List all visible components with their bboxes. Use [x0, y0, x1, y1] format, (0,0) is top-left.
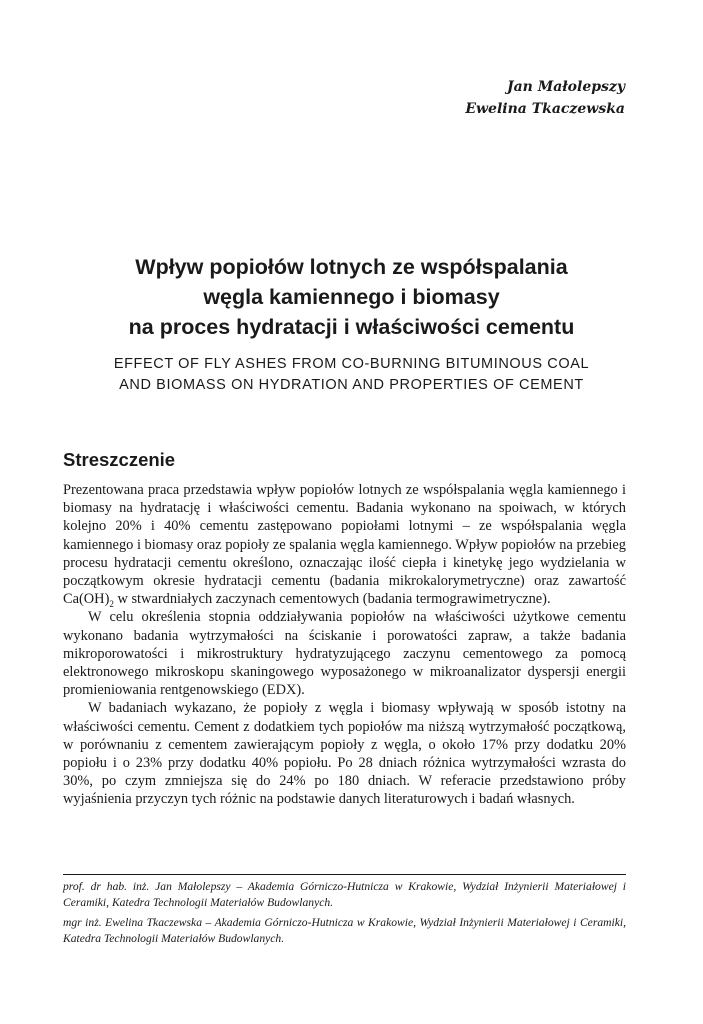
paper-title-english	[40, 354, 663, 396]
author-name: Ewelina Tkaczewska	[465, 101, 625, 117]
title-line: węgla kamiennego i biomasy	[203, 285, 500, 309]
abstract-body	[63, 481, 626, 809]
footnotes	[63, 879, 626, 951]
title-line: na proces hydratacji i właściwości cementu	[128, 315, 575, 339]
abstract-paragraph: W celu określenia stopnia oddziaływania popiołów na właściwości użytkowe cementu wykonano badania wytrzymałości na ściskanie i porowatości zapraw, a także badania mikroporowatości i mikrostruktury hydratyzującego zaczynu cementowego za pomocą elektronowego mikroskopu skaningowego wyposażonego w mikroanalizator dyspersji energii promieniowania rentgenowskiego (EDX).	[63, 609, 626, 699]
abstract-paragraph: W badaniach wykazano, że popioły z węgla i biomasy wpływają w sposób istotny na właściwości cementu. Cement z dodatkiem tych popiołów ma niższą wytrzymałość początkową, w porównaniu z cementem zawierającym popioły z węgla, o około 17% przy dodatku 20% popiołu i o 23% przy dodatku 40% popiołu. Po 28 dniach różnica wytrzymałości wzrasta do 30%, po czym zmniejsza się do 24% po 180 dniach. W referacie przedstawiono próby wyjaśnienia przyczyn tych różnic na podstawie danych literaturowych i badań własnych.	[63, 700, 626, 808]
title-line: Wpływ popiołów lotnych ze współspalania	[135, 255, 568, 279]
subtitle-line: EFFECT OF FLY ASHES FROM CO-BURNING BITUMINOUS COAL	[113, 356, 590, 372]
abstract-text: w stwardniałych zaczynach cementowych (badania termograwimetryczne).	[113, 591, 551, 608]
footnote-divider	[63, 874, 626, 875]
author-list	[465, 76, 625, 120]
abstract-text: Prezentowana praca przedstawia wpływ popiołów lotnych ze współspalania węgla kamiennego i biomasy na hydratację i właściwości cementu. Badania wykonano na spoiwach, w których kolejno 20% i 40% cementu zastępowano popiołami lotnymi – ze współspalania węgla kamiennego i biomasy oraz popioły ze spalania węgla kamiennego. Wpływ popiołów na przebieg procesu hydratacji cementu określono, oznaczając ilość ciepła i kinetykę jego wydzielania w początkowym okresie hydratacji cementu (badania mikrokalorymetryczne) oraz zawartość Ca(OH)	[63, 482, 626, 608]
footnote: mgr inż. Ewelina Tkaczewska – Akademia Górniczo-Hutnicza w Krakowie, Wydział Inżynierii Materiałowej i Ceramiki, Katedra Technologii Materiałów Budowlanych.	[63, 916, 626, 945]
abstract-paragraph	[63, 481, 626, 608]
paper-title-polish	[40, 252, 663, 342]
author-name: Jan Małolepszy	[506, 79, 625, 95]
subscript: 2	[109, 599, 114, 610]
footnote: prof. dr hab. inż. Jan Małolepszy – Akademia Górniczo-Hutnicza w Krakowie, Wydział Inżynierii Materiałowej i Ceramiki, Katedra Technologii Materiałów Budowlanych.	[63, 880, 626, 909]
section-heading: Streszczenie	[63, 449, 176, 470]
subtitle-line: AND BIOMASS ON HYDRATION AND PROPERTIES OF CEMENT	[119, 377, 584, 393]
